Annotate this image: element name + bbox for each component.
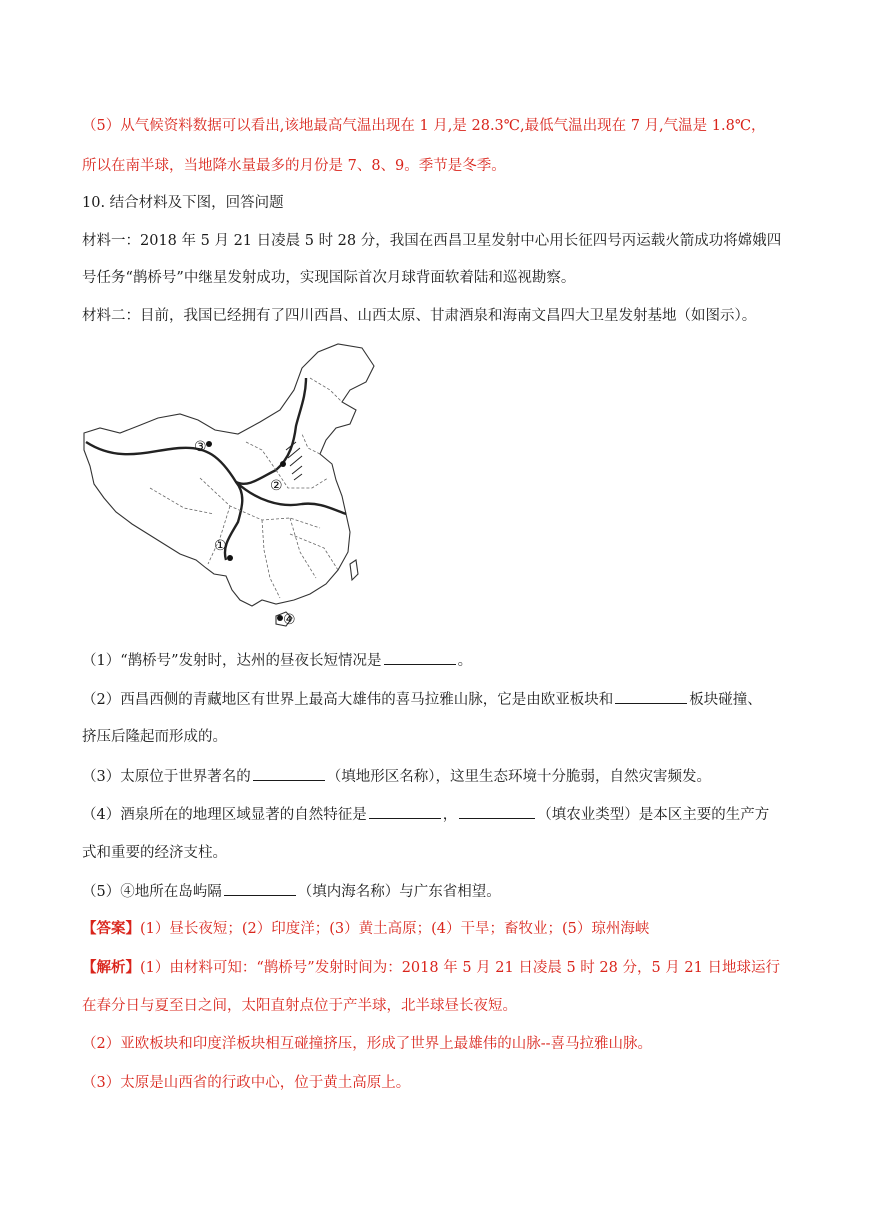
- prev-answer-line-2: 所以在南半球，当地降水量最多的月份是 7、8、9。季节是冬季。: [82, 158, 506, 174]
- answer-blank-2[interactable]: [615, 689, 687, 704]
- china-map: [80, 338, 380, 638]
- site-3-dot: [206, 441, 212, 447]
- answer-blank-1[interactable]: [384, 650, 456, 665]
- site-2-label: ②: [270, 478, 283, 494]
- subquestion-1: （1）“鹊桥号”发射时，达州的昼夜长短情况是 。: [82, 650, 472, 671]
- boundary-line-west: [86, 378, 306, 484]
- site-2-dot: [280, 461, 286, 467]
- answer-line: 【答案】(1）昼长夜短；(2）印度洋；(3）黄土高原；(4）干旱；畜牧业；(5）琼州海峡: [82, 920, 650, 937]
- answer-blank-5[interactable]: [224, 881, 296, 896]
- site-4-label: ④: [283, 612, 296, 628]
- subquestion-3: （3）太原位于世界著名的 （填地形区名称），这里生态环境十分脆弱，自然灾害频发。: [82, 766, 711, 787]
- taiwan-outline: [350, 560, 358, 580]
- subquestion-4: （4）酒泉所在的地理区域显著的自然特征是 ， （填农业类型）是本区主要的生产方: [82, 804, 769, 825]
- material-1-line-2: 号任务“鹊桥号”中继星发射成功，实现国际首次月球背面软着陆和巡视勘察。: [82, 270, 576, 286]
- loess-plateau-hatching: [286, 442, 302, 480]
- china-outline: [84, 344, 374, 606]
- boundary-line-east: [236, 482, 346, 514]
- answer-blank-3[interactable]: [253, 766, 325, 781]
- answer-blank-4a[interactable]: [369, 804, 441, 819]
- material-2: 材料二：目前，我国已经拥有了四川西昌、山西太原、甘肃酒泉和海南文昌四大卫星发射基地（如图示）。: [82, 308, 757, 324]
- analysis-line-1: 【解析】(1）由材料可知：“鹊桥号”发射时间为：2018 年 5 月 21 日凌晨 5 时 28 分，5 月 21 日地球运行: [82, 959, 780, 976]
- material-1-line-1: 材料一：2018 年 5 月 21 日凌晨 5 时 28 分，我国在西昌卫星发射中心用长征四号丙运载火箭成功将嫦娥四: [82, 233, 782, 249]
- site-1-dot: [227, 555, 233, 561]
- boundary-line-south: [225, 482, 242, 560]
- analysis-line-2: 在春分日与夏至日之间，太阳直射点位于产半球，北半球昼长夜短。: [82, 998, 517, 1014]
- analysis-line-3: （2）亚欧板块和印度洋板块相互碰撞挤压，形成了世界上最雄伟的山脉--喜马拉雅山脉。: [82, 1036, 653, 1052]
- analysis-label: 【解析】: [82, 959, 140, 976]
- answer-blank-4b[interactable]: [459, 804, 535, 819]
- subquestion-2-cont: 挤压后隆起而形成的。: [82, 729, 227, 745]
- subquestion-5: （5）④地所在岛屿隔 （填内海名称）与广东省相望。: [82, 881, 501, 902]
- subquestion-2: （2）西昌西侧的青藏地区有世界上最高大雄伟的喜马拉雅山脉，它是由欧亚板块和 板块碰撞、: [82, 689, 762, 710]
- subquestion-4-cont: 式和重要的经济支柱。: [82, 845, 227, 861]
- site-1-label: ①: [214, 538, 227, 554]
- question-title: 10. 结合材料及下图，回答问题: [82, 195, 284, 211]
- prev-answer-line-1: （5）从气候资料数据可以看出,该地最高气温出现在 1 月,是 28.3℃,最低气温出现在 7 月,气温是 1.8℃，: [82, 118, 766, 134]
- analysis-line-4: （3）太原是山西省的行政中心，位于黄土高原上。: [82, 1075, 411, 1091]
- site-3-label: ③: [194, 439, 207, 455]
- answer-label: 【答案】: [82, 920, 140, 937]
